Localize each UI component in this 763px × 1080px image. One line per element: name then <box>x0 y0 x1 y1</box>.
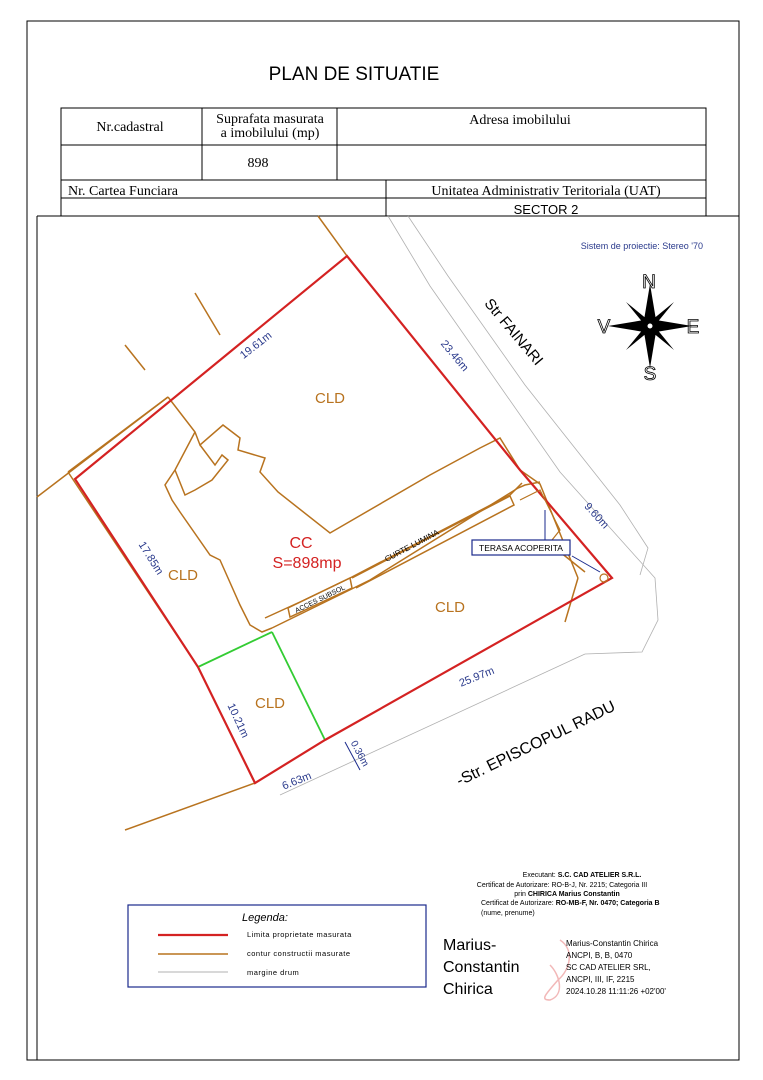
signature-detail-1: Marius-Constantin Chirica <box>566 939 659 948</box>
executant-line3: prin CHIRICA Marius Constantin <box>514 891 620 898</box>
dim-10-21: 10.21m <box>224 701 251 740</box>
legend-item-road: margine drum <box>247 968 300 977</box>
dim-9-60: 9.60m <box>581 500 611 532</box>
signature-name-line3: Chirica <box>443 981 493 998</box>
property-limit <box>75 256 612 783</box>
signature-detail-3: SC CAD ATELIER SRL, <box>566 963 651 972</box>
table-header-suprafata-2: a imobilului (mp) <box>220 126 320 141</box>
signature-name-line2: Constantin <box>443 959 520 976</box>
legend-item-limit: Limita proprietate masurata <box>247 930 352 939</box>
executant-line2: Certificat de Autorizare: RO-B-J, Nr. 2215; Categoria III <box>476 882 648 889</box>
green-division-lines <box>198 632 325 740</box>
acces-subsol-label: ACCES SUBSOL <box>294 584 347 615</box>
terasa-marker <box>520 490 608 582</box>
compass-rose-icon <box>608 284 692 368</box>
compass-n: N <box>642 272 656 293</box>
signature-name-line1: Marius- <box>443 937 497 954</box>
compass-s: S <box>643 364 657 385</box>
executant-line4: Certificat de Autorizare: RO-MB-F, Nr. 0470; Categoria B <box>481 900 660 907</box>
executant-line5: (nume, prenume) <box>481 910 535 917</box>
table-header-nr-cadastral: Nr.cadastral <box>96 120 164 135</box>
dim-17-85: 17.85m <box>135 539 166 578</box>
projection-label: Sistem de proiectie: Stereo '70 <box>580 241 703 251</box>
legend-title: Legenda: <box>242 912 288 924</box>
dim-19-61: 19.61m <box>237 329 275 362</box>
compass-v: V <box>597 317 611 338</box>
signature-detail-4: ANCPI, III, IF, 2215 <box>566 975 635 984</box>
table-cartea-funciara: Nr. Cartea Funciara <box>68 184 179 199</box>
dim-25-97: 25.97m <box>457 664 497 690</box>
dim-0-36: 0.36m <box>347 738 371 769</box>
dim-23-46: 23.46m <box>437 338 471 374</box>
signature-detail-5: 2024.10.28 11:11:26 +02'00' <box>566 987 666 996</box>
curte-lumina-label: CURTE LUMINA <box>383 527 441 564</box>
table-uat-label: Unitatea Administrativ Teritoriala (UAT) <box>431 184 661 199</box>
terasa-label: TERASA ACOPERITA <box>479 543 563 553</box>
street-fainari: Str FAINARI <box>480 295 547 369</box>
dim-6-63: 6.63m <box>280 769 314 793</box>
signature-detail-2: ANCPI, B, B, 0470 <box>566 951 633 960</box>
compass-e: E <box>686 317 700 338</box>
parcel-area: S=898mp <box>272 555 342 572</box>
table-header-adresa: Adresa imobilului <box>469 113 571 128</box>
parcel-cld-bottom: CLD <box>254 695 286 712</box>
parcel-cld-right: CLD <box>434 599 466 616</box>
table-header-suprafata-1: Suprafata masurata <box>216 112 324 127</box>
parcel-cld-top: CLD <box>314 390 346 407</box>
page-title: PLAN DE SITUATIE <box>268 64 440 85</box>
parcel-cc-label: CC <box>289 535 313 552</box>
street-episcopul-radu: -Str. EPISCOPUL RADU <box>453 698 619 790</box>
table-uat-value: SECTOR 2 <box>513 202 579 217</box>
parcel-cld-left: CLD <box>167 567 199 584</box>
legend-item-construction: contur constructii masurate <box>247 949 351 958</box>
table-value-suprafata: 898 <box>247 156 269 171</box>
executant-line1: Executant: S.C. CAD ATELIER S.R.L. <box>522 872 642 879</box>
